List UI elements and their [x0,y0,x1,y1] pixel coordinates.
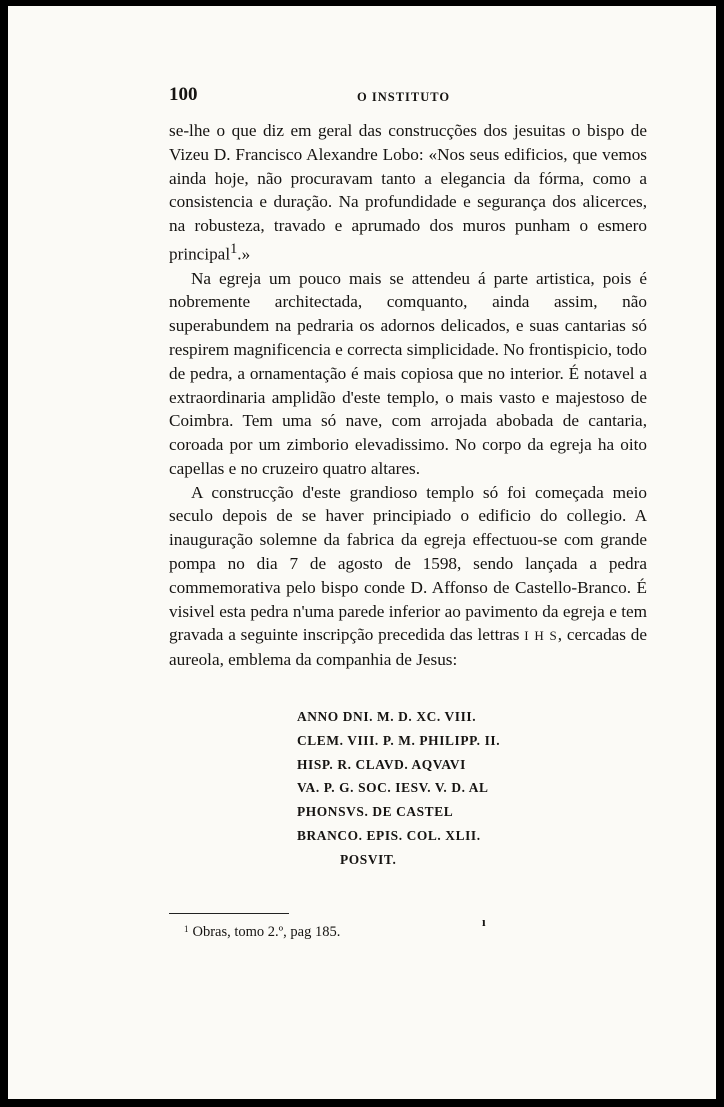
inscription [297,705,637,872]
inscription-line: ANNO DNI. M. D. XC. VIII. [297,709,477,724]
paragraph-2: Na egreja um pouco mais se attendeu á parte artistica, pois é nobremente architectada, comquanto, ainda assim, não superabundem na pedraria os adornos delicados, e suas cantarias só respirem magnificencia e correcta simplicidade. No frontispicio, todo de pedra, a ornamentação é mais copiosa que no interior. É notavel a extraordinaria amplidão d'este templo, o mais vasto e majestoso de Coimbra. Tem uma só nave, com arrojada abobada de cantaria, coroada por um zimborio elevadissimo. No corpo da egreja ha oito capellas e no cruzeiro quatro altares. [169,268,647,478]
footnote-mark: 1 [184,924,189,934]
footnote [184,924,340,941]
paragraph-1-end: .» [237,244,251,264]
paragraph-3 [169,481,647,672]
paragraph-1-text: se-lhe o que diz em geral das construcções dos jesuitas o bispo de Vizeu D. Francisco Alexandre Lobo: «Nos seus edificios, que vemos ainda hoje, não procuravam tanto a elegancia da fórma, como a consistencia e duração. Na profundidade e segurança dos alicerces, na robusteza, travado e aprumado dos muros punham o esmero principal [169,121,647,264]
inscription-line: PHONSVS. DE CASTEL [297,804,454,820]
inscription-line: VA. P. G. SOC. IESV. V. D. AL [297,780,489,796]
footnote-reference: 1 [230,240,238,257]
page-header [169,84,647,114]
ihs-letters: I H S [524,628,558,644]
footnote-text: Obras, tomo 2.º, pag 185. [192,924,341,940]
inscription-line: POSVIT. [340,851,397,867]
paragraph-3-text: A construcção d'este grandioso templo só foi começada meio seculo depois de se haver principiado o edificio do collegio. A inauguração solemne da fabrica da egreja effectuou-se com grande pompa no dia 7 de agosto de 1598, sendo lançada a pedra commemorativa pelo bispo conde D. Affonso de Castello-Branco. É visivel esta pedra n'uma parede inferior ao pavimento da egreja e tem gravada a seguinte inscripção precedida das lettras [169,482,647,645]
paragraph-1 [169,119,647,267]
page-number: 100 [169,84,198,105]
printer-mark: ı [482,914,486,929]
inscription-line: BRANCO. EPIS. COL. XLII. [297,827,481,843]
book-page [8,6,716,1099]
body-text [169,119,647,672]
running-title: O INSTITUTO [357,90,451,104]
inscription-line: CLEM. VIII. P. M. PHILIPP. II. [297,732,501,748]
footnote-divider [169,913,289,914]
paragraph-3-end: , cercadas de aureola, emblema da companhia de Jesus: [169,625,648,670]
inscription-line: HISP. R. CLAVD. AQVAVI [297,756,466,772]
